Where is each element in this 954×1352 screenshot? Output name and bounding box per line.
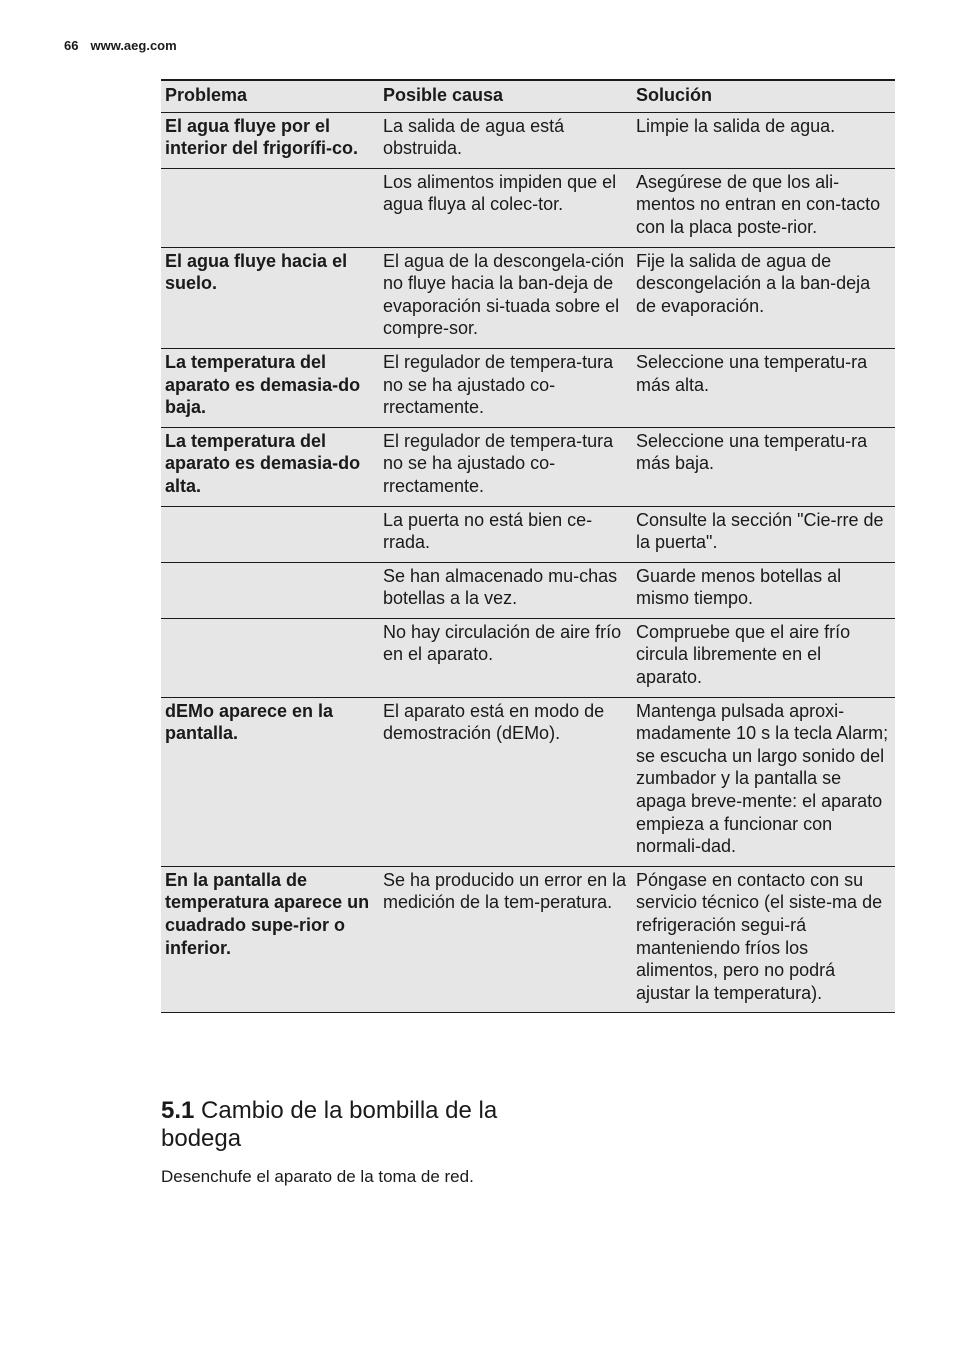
table-row bbox=[161, 247, 895, 348]
solution-cell: Limpie la salida de agua. bbox=[632, 112, 895, 168]
problem-cell: La temperatura del aparato es demasia-do baja. bbox=[161, 348, 379, 427]
website-link[interactable]: www.aeg.com bbox=[90, 38, 177, 53]
solution-cell: Guarde menos botellas al mismo tiempo. bbox=[632, 562, 895, 618]
table-row bbox=[161, 112, 895, 168]
table-row bbox=[161, 506, 895, 562]
table-header-row bbox=[161, 80, 895, 112]
solution-cell: Seleccione una temperatu-ra más baja. bbox=[632, 427, 895, 506]
cause-cell: El regulador de tempera-tura no se ha ajustado co-rrectamente. bbox=[379, 427, 632, 506]
problem-cell: El agua fluye hacia el suelo. bbox=[161, 247, 379, 348]
problem-cell bbox=[161, 506, 379, 562]
page-number: 66 bbox=[64, 38, 79, 53]
solution-cell: Seleccione una temperatu-ra más alta. bbox=[632, 348, 895, 427]
problem-cell bbox=[161, 168, 379, 247]
solution-cell: Consulte la sección "Cie-rre de la puerta". bbox=[632, 506, 895, 562]
section-number: 5.1 bbox=[161, 1097, 195, 1124]
section-title: Cambio de la bombilla de la bodega bbox=[161, 1097, 498, 1152]
table-row bbox=[161, 618, 895, 697]
solution-cell: Mantenga pulsada aproxi-madamente 10 s la tecla Alarm; se escucha un largo sonido del zumbador y la pantalla se apaga breve-mente: el aparato empieza a funcionar con normali-dad. bbox=[632, 697, 895, 866]
cause-cell: Se han almacenado mu-chas botellas a la vez. bbox=[379, 562, 632, 618]
table-row bbox=[161, 562, 895, 618]
table-row bbox=[161, 697, 895, 866]
solution-cell: Póngase en contacto con su servicio técnico (el siste-ma de refrigeración segui-rá manteniendo fríos los alimentos, pero no podrá ajustar la temperatura). bbox=[632, 866, 895, 1013]
cause-cell: Los alimentos impiden que el agua fluya al colec-tor. bbox=[379, 168, 632, 247]
cause-cell: El agua de la descongela-ción no fluye hacia la ban-deja de evaporación si-tuada sobre el compre-sor. bbox=[379, 247, 632, 348]
problem-cell: En la pantalla de temperatura aparece un cuadrado supe-rior o inferior. bbox=[161, 866, 379, 1013]
section-body: Desenchufe el aparato de la toma de red. bbox=[161, 1167, 474, 1186]
table-row bbox=[161, 168, 895, 247]
cause-cell: La puerta no está bien ce-rrada. bbox=[379, 506, 632, 562]
column-header-cause: Posible causa bbox=[379, 80, 632, 112]
problem-cell: dEMo aparece en la pantalla. bbox=[161, 697, 379, 866]
solution-cell: Asegúrese de que los ali-mentos no entran en con-tacto con la placa poste-rior. bbox=[632, 168, 895, 247]
problem-cell bbox=[161, 562, 379, 618]
table-row bbox=[161, 866, 895, 1013]
table-row bbox=[161, 348, 895, 427]
troubleshooting-table bbox=[161, 79, 895, 1013]
solution-cell: Fije la salida de agua de descongelación a la ban-deja de evaporación. bbox=[632, 247, 895, 348]
cause-cell: El aparato está en modo de demostración (dEMo). bbox=[379, 697, 632, 866]
cause-cell: La salida de agua está obstruida. bbox=[379, 112, 632, 168]
page-header bbox=[64, 38, 177, 53]
column-header-problem: Problema bbox=[161, 80, 379, 112]
solution-cell: Compruebe que el aire frío circula libremente en el aparato. bbox=[632, 618, 895, 697]
problem-cell: El agua fluye por el interior del frigorífi-co. bbox=[161, 112, 379, 168]
section-heading bbox=[161, 1097, 521, 1153]
cause-cell: Se ha producido un error en la medición de la tem-peratura. bbox=[379, 866, 632, 1013]
problem-cell bbox=[161, 618, 379, 697]
problem-cell: La temperatura del aparato es demasia-do alta. bbox=[161, 427, 379, 506]
cause-cell: No hay circulación de aire frío en el aparato. bbox=[379, 618, 632, 697]
cause-cell: El regulador de tempera-tura no se ha ajustado co-rrectamente. bbox=[379, 348, 632, 427]
table-row bbox=[161, 427, 895, 506]
column-header-solution: Solución bbox=[632, 80, 895, 112]
